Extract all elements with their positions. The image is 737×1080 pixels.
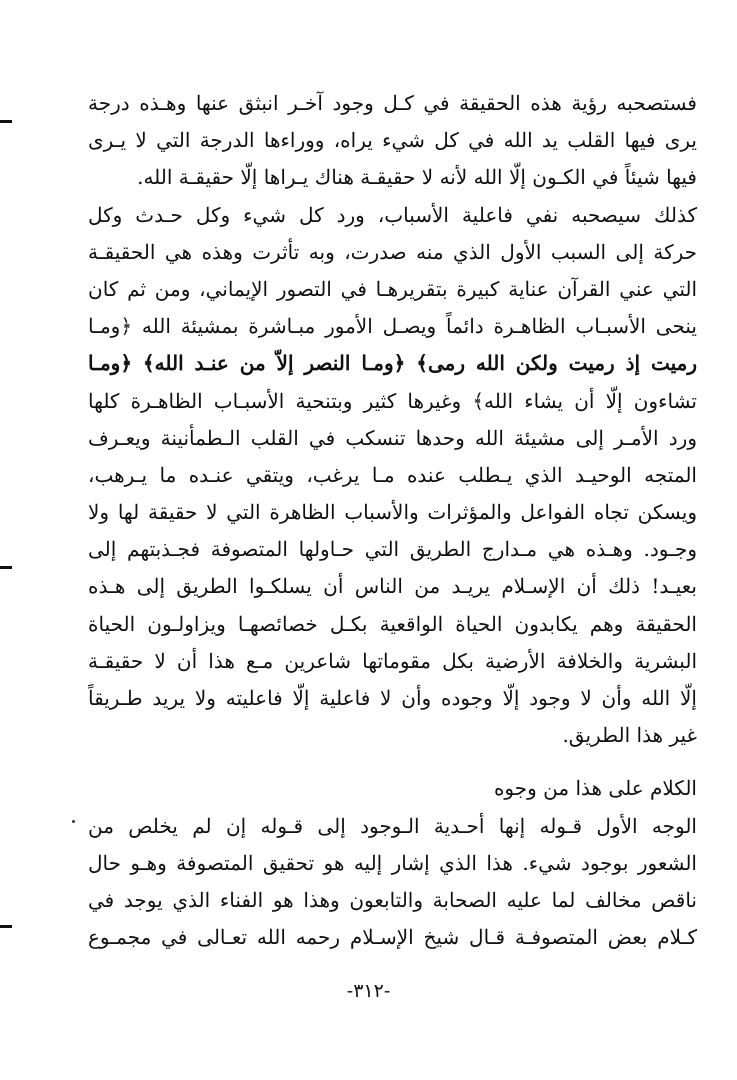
margin-mark [0,120,12,123]
text-line: ورد الأمـر إلى مشيئة الله وحدها تنسكب في القلب الـطمأنينة ويعـرف [88,425,697,450]
margin-mark [0,566,12,569]
text-line: ويسكن تجاه الفواعل والمؤثرات والأسباب الظاهرة التي لا حقيقة لها ولا [88,500,697,525]
text-line: كذلك سيصحبه نفي فاعلية الأسباب، ورد كل شيء وكل حـدث وكل [88,202,697,227]
page-number: -٣١٢- [346,980,391,1002]
text-line: الحقيقة وهم يكابدون الحياة الواقعية بكـل خصائصهـا ويزاولـون الحياة [88,611,697,636]
text-line: إلّا الله وأن لا وجود إلّا وجوده وأن لا فاعلية إلّا فاعليته ولا يريد طـريقاً [88,686,697,710]
text-line: وجـود. وهـذه هي مـدارج الطريق التي حـاولها المتصوفة فجـذبتهم إلى [88,537,697,562]
text-line: تشاءون إلّا أن يشاء الله﴾ وغيرها كثير وبتنحية الأسبـاب الظاهـرة كلها [88,388,697,413]
text-line: غير هذا الطريق. [562,723,697,748]
text-line: المتجه الوحيـد الذي يـطلب عنده مـا يرغب، ويتقي عنـده ما يـرهب، [88,462,697,487]
text-line: فيها شيئاً في الكـون إلّا الله لأنه لا حقيقـة هناك يـراها إلّا حقيقـة الله. [137,165,697,190]
text-line: ناقص مخالف لما عليه الصحابة والتابعون وهذا هو الفناء الذي يوجد في [88,887,697,912]
paragraph-gap [88,754,697,770]
margin-mark [0,925,12,928]
text-line: ينحى الأسبـاب الظاهـرة دائماً ويصـل الأمور مبـاشرة بمشيئة الله ﴿ومـا [88,314,697,339]
text-line: كـلام بعض المتصوفـة قـال شيخ الإسـلام رحمه الله تعـالى في مجمـوع [88,925,697,950]
text-line: فستصحبه رؤية هذه الحقيقة في كـل وجود آخـر انبثق عنها وهـذه درجة [88,91,697,115]
page-body [88,85,697,956]
text-line: التي عني القرآن عناية كبيرة بتقريرهـا في التصور الإيماني، ومن ثم كان [88,276,697,301]
text-line: الوجه الأول قـوله إنها أحـدية الـوجود إلى قـوله إن لم يخلص من [88,813,697,838]
text-line: حركة إلى السبب الأول الذي منه صدرت، وبه تأثرت وهذه هي الحقيقـة [88,239,697,264]
text-line: بعيـد! ذلك أن الإسـلام يريـد من الناس أن يسلكـوا الطريق إلى هـذه [88,574,697,599]
text-line: البشرية والخلافة الأرضية بكل مقوماتها شاعرين مـع هذا أن لا حقيقـة [88,648,697,673]
text-line: الشعور بوجود شيء. هذا الذي إشار إليه هو تحقيق المتصوفة وهـو حال [88,850,697,875]
text-line: يرى فيها القلب يد الله في كل شيء يراه، ووراءها الدرجة التي لا يـرى [88,128,697,153]
margin-dot [72,820,75,823]
section-heading: الكلام على هذا من وجوه [493,776,697,801]
text-line: رميت إذ رميت ولكن الله رمى﴾ ﴿ومـا النصر إلاّ من عنـد الله﴾ ﴿ومـا [88,351,697,376]
